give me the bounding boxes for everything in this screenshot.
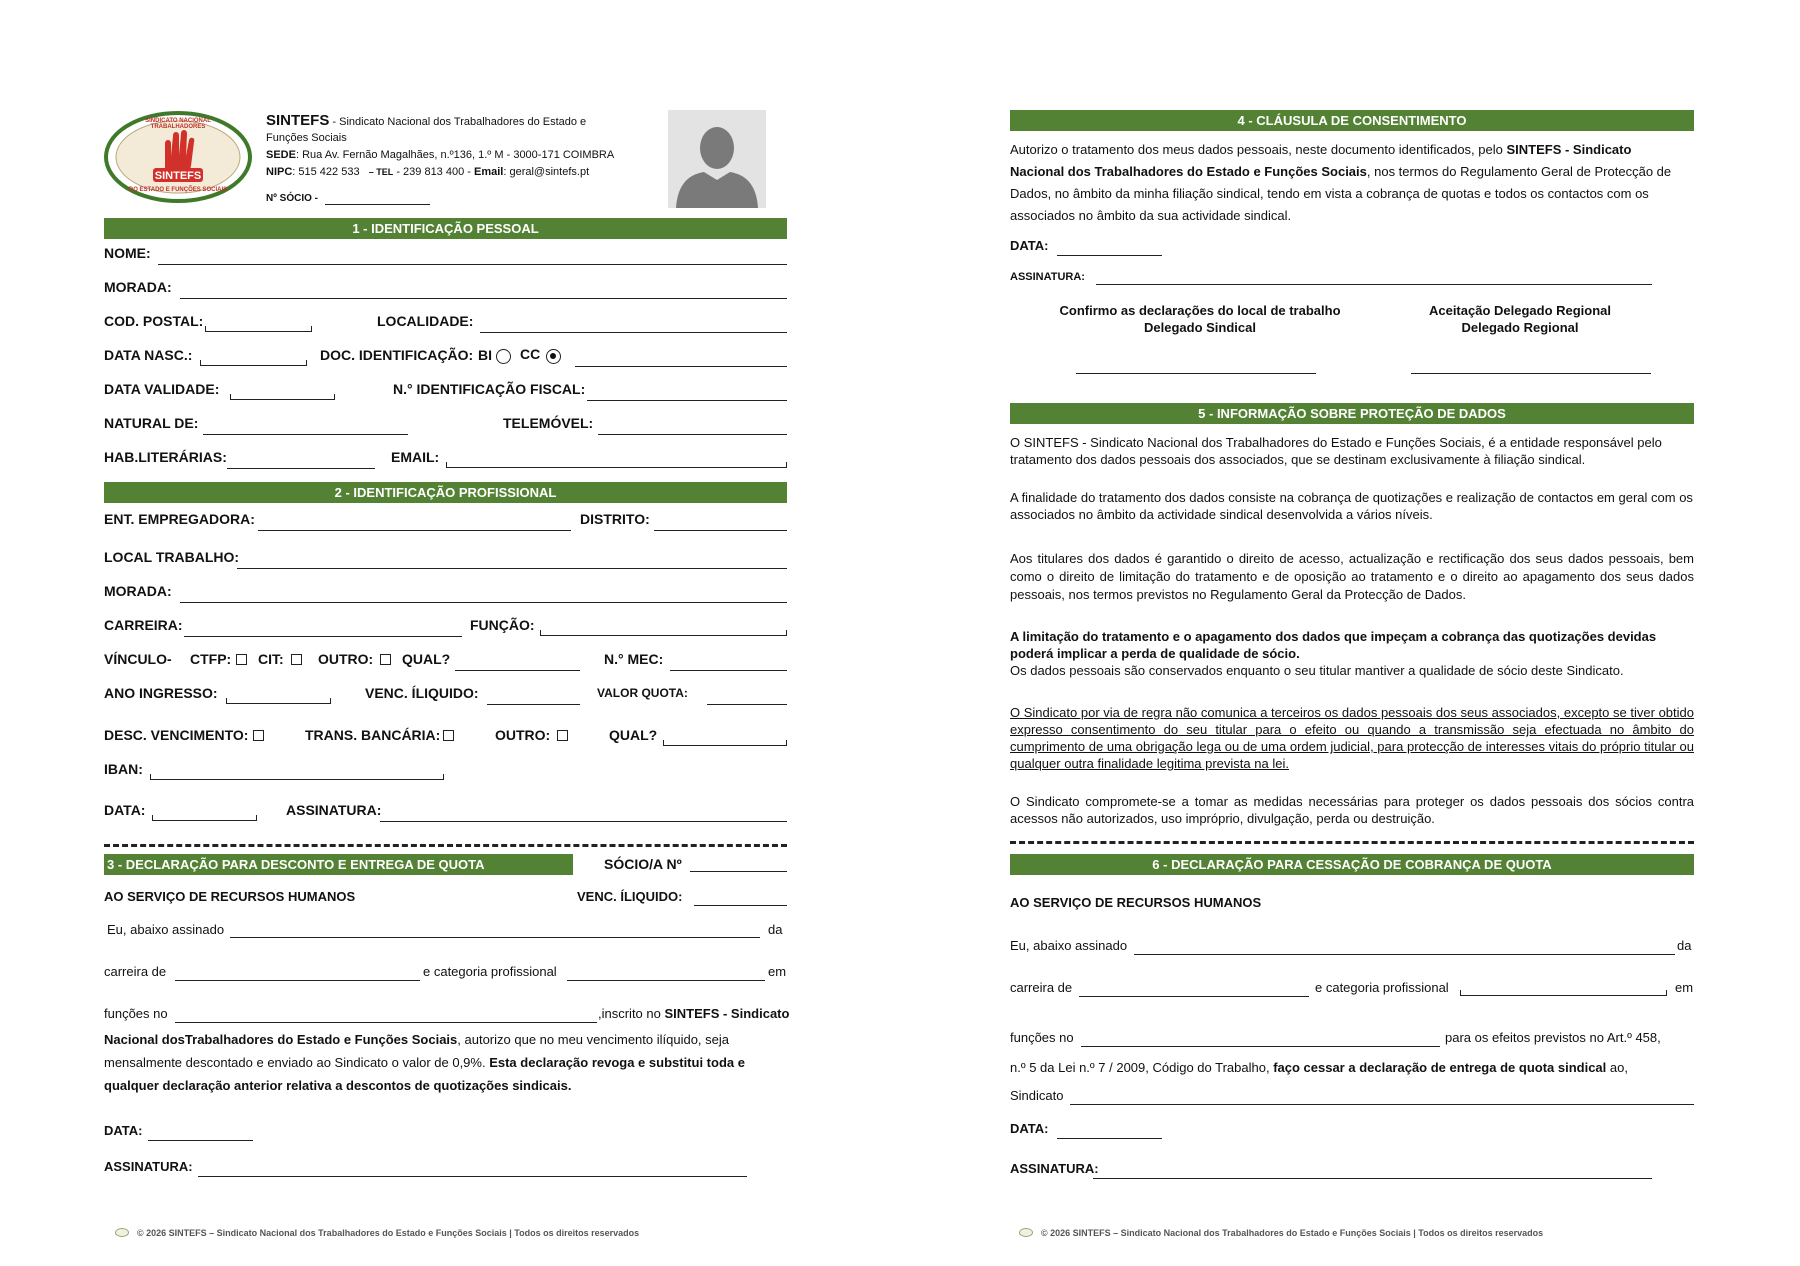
email-field[interactable]	[446, 467, 787, 468]
nome-field[interactable]	[158, 264, 787, 265]
declaracao-line-2	[104, 1055, 745, 1070]
data-4-label: DATA:	[1010, 238, 1049, 253]
trans-bancaria-checkbox[interactable]	[443, 730, 454, 741]
privacy-paragraph-6: O Sindicato compromete-se a tomar as medidas necessárias para proteger os dados pessoais dos sócios contra acessos não autorizados, uso impróprio, divulgação, perda ou destruição.	[1010, 794, 1694, 826]
nipc-label: NIPC	[266, 166, 293, 178]
privacy-paragraph-5	[1010, 704, 1694, 772]
telemovel-field[interactable]	[598, 434, 787, 435]
delegado-regional-signature[interactable]	[1411, 373, 1651, 374]
carreira-field[interactable]	[184, 636, 462, 637]
cessacao-line-2	[1010, 1060, 1628, 1075]
consent-text-2: , nos termos do Regulamento Geral de Protecção de	[1366, 164, 1672, 179]
socio-number-field[interactable]	[325, 204, 430, 205]
org-title-line	[266, 112, 586, 129]
hab-label: HAB.LITERÁRIAS:	[104, 449, 227, 465]
socio-num-field[interactable]	[690, 871, 787, 872]
sindicato-6-text: Sindicato	[1010, 1088, 1064, 1103]
org-title-line-2: Funções Sociais	[266, 132, 347, 144]
distrito-field[interactable]	[654, 530, 787, 531]
da-text: da	[768, 922, 783, 937]
venc-iliquido-field[interactable]	[487, 704, 580, 705]
servico-rh-6-label: AO SERVIÇO DE RECURSOS HUMANOS	[1010, 895, 1262, 910]
data-validade-label: DATA VALIDADE:	[104, 381, 220, 397]
privacy-text-4: Os dados pessoais são conservados enquanto o seu titular mantiver a qualidade de sócio deste Sindicato.	[1010, 663, 1624, 678]
nipc-value: : 515 422 533	[292, 166, 360, 178]
section-5-header: 5 - INFORMAÇÃO SOBRE PROTEÇÃO DE DADOS	[1010, 403, 1694, 424]
declaracao-line-3: qualquer declaração anterior relativa a descontos de quotizações sindicais.	[104, 1078, 572, 1093]
qual-vinculo-label: QUAL?	[402, 651, 451, 667]
local-trabalho-label: LOCAL TRABALHO:	[104, 549, 240, 565]
hab-field[interactable]	[227, 468, 375, 469]
section-6-header: 6 - DECLARAÇÃO PARA CESSAÇÃO DE COBRANÇA DE QUOTA	[1010, 854, 1694, 875]
cod-postal-field[interactable]	[205, 331, 312, 332]
section-2-header: 2 - IDENTIFICAÇÃO PROFISSIONAL	[104, 482, 787, 503]
cessacao-end-2: ao,	[1606, 1060, 1628, 1075]
socio-number-label: Nº SÓCIO -	[266, 193, 318, 204]
trans-bancaria-label: TRANS. BANCÁRIA:	[305, 727, 441, 743]
person-silhouette-icon	[668, 110, 766, 208]
iban-label: IBAN:	[104, 761, 143, 777]
categoria-text: e categoria profissional	[423, 964, 557, 979]
doc-number-field[interactable]	[575, 366, 787, 367]
consent-line-2	[1010, 164, 1671, 179]
section-4-header: 4 - CLÁUSULA DE CONSENTIMENTO	[1010, 110, 1694, 131]
data-label: DATA:	[104, 802, 146, 818]
delegado-regional-heading: Delegado Regional	[1461, 320, 1579, 335]
assinatura-3-field[interactable]	[198, 1176, 747, 1177]
outro-pagamento-label: OUTRO:	[495, 727, 551, 743]
categoria-6-text: e categoria profissional	[1315, 980, 1449, 995]
desc-vencimento-label: DESC. VENCIMENTO:	[104, 727, 249, 743]
categoria-field[interactable]	[567, 980, 765, 981]
natural-field[interactable]	[203, 434, 408, 435]
venc-iliquido-label: VENC. ÍLIQUIDO:	[365, 685, 479, 701]
consent-bold-1: SINTEFS - Sindicato	[1506, 142, 1632, 157]
venc-iliquido-3-label: VENC. ÍLIQUIDO:	[577, 889, 683, 904]
vinculo-label: VÍNCULO-	[104, 651, 172, 667]
footer-text: © 2026 SINTEFS – Sindicato Nacional dos Trabalhadores do Estado e Funções Sociais | Todos os direitos reservados	[137, 1228, 640, 1238]
morada-field[interactable]	[180, 298, 787, 299]
cc-radio[interactable]	[546, 349, 561, 364]
funcao-field[interactable]	[540, 635, 787, 636]
sede-label: SEDE	[266, 149, 296, 161]
assinatura-3-label: ASSINATURA:	[104, 1159, 193, 1174]
da-6-text: da	[1677, 938, 1692, 953]
valor-quota-label: VALOR QUOTA:	[597, 686, 688, 700]
em-6-text: em	[1675, 980, 1694, 995]
carreira-de-6-text: carreira de	[1010, 980, 1073, 995]
aceitacao-heading: Aceitação Delegado Regional	[1428, 303, 1612, 318]
assinatura-6-label: ASSINATURA:	[1010, 1161, 1099, 1176]
n-mec-field[interactable]	[670, 670, 787, 671]
consent-bold-2: Nacional dos Trabalhadores do Estado e Funções Sociais	[1010, 164, 1367, 179]
ctfp-checkbox[interactable]	[236, 654, 247, 665]
socio-num-label: SÓCIO/A Nº	[604, 856, 682, 872]
iban-field[interactable]	[150, 779, 444, 780]
footer-seal-icon	[115, 1228, 129, 1237]
ano-ingresso-label: ANO INGRESSO:	[104, 685, 218, 701]
n-mec-label: N.° MEC:	[604, 651, 664, 667]
privacy-bold-4: A limitação do tratamento e o apagamento dos dados que impeçam a cobrança das quotizações devidas poderá implicar a perda de qualidade de sócio.	[1010, 629, 1657, 661]
photo-placeholder[interactable]	[668, 110, 766, 208]
assinatura-4-label: ASSINATURA:	[1010, 271, 1085, 283]
confirmo-heading: Confirmo as declarações do local de trabalho	[1059, 303, 1341, 318]
declaracao-line-1	[104, 1032, 729, 1047]
privacy-paragraph-2: A finalidade do tratamento dos dados consiste na cobrança de quotizações e realização de contactos em geral com os associados no âmbito da actividade sindical desenvolvida a vários níveis.	[1010, 490, 1693, 522]
ent-empregadora-field[interactable]	[258, 530, 571, 531]
sindicato-6-field[interactable]	[1070, 1104, 1694, 1105]
valor-quota-field[interactable]	[707, 704, 787, 705]
venc-iliquido-3-field[interactable]	[694, 905, 787, 906]
carreira-de-text: carreira de	[104, 964, 167, 979]
telemovel-label: TELEMÓVEL:	[503, 415, 594, 431]
morada-label: MORADA:	[104, 279, 172, 295]
consent-line-1	[1010, 142, 1631, 157]
declaracao-rest-1: , autorizo que no meu vencimento ilíquido, seja	[457, 1032, 729, 1047]
inscrito-text	[598, 1006, 789, 1021]
org-full-name: - Sindicato Nacional dos Trabalhadores do Estado e	[329, 116, 587, 128]
data-3-label: DATA:	[104, 1123, 143, 1138]
privacy-paragraph-3: Aos titulares dos dados é garantido o direito de acesso, actualização e rectificação dos seus dados pessoais, bem como o direito de limitação do tratamento e de oposição ao tratamento e o direito ao apagamento dos seus dados pessoais, nos termos previstos no Regulamento Geral da Protecção de Dados.	[1010, 551, 1694, 602]
data-3-field[interactable]	[148, 1140, 253, 1141]
data-validade-field[interactable]	[230, 399, 335, 400]
logo-arc-top: SINDICATO NACIONAL TRABALHADORES	[145, 118, 211, 130]
assinatura-label: ASSINATURA:	[286, 802, 382, 818]
cit-label: CIT:	[258, 651, 284, 667]
data-4-field[interactable]	[1057, 255, 1162, 256]
carreira-de-6-field[interactable]	[1079, 996, 1309, 997]
sintefs-bold: SINTEFS - Sindicato	[664, 1006, 790, 1021]
data-6-field[interactable]	[1057, 1138, 1162, 1139]
funcoes-no-6-field[interactable]	[1081, 1046, 1440, 1047]
ctfp-label: CTFP:	[190, 651, 232, 667]
cit-checkbox[interactable]	[291, 654, 302, 665]
footer-seal-icon-2	[1019, 1228, 1033, 1237]
nome-label: NOME:	[104, 245, 151, 261]
data-6-label: DATA:	[1010, 1121, 1049, 1136]
privacy-paragraph-1: O SINTEFS - Sindicato Nacional dos Trabalhadores do Estado e Funções Sociais, é a entidade responsável pelo tratamento dos dados pessoais dos associados, que se destinam exclusivamente à filiação sindical.	[1010, 435, 1662, 467]
declaracao-bold-2: Esta declaração revoga e substitui toda e	[489, 1055, 745, 1070]
eu-nome-field[interactable]	[230, 937, 760, 938]
assinatura-6-field[interactable]	[1093, 1178, 1652, 1179]
outro-pagamento-checkbox[interactable]	[557, 730, 568, 741]
categoria-6-field[interactable]	[1460, 995, 1667, 996]
cod-postal-label: COD. POSTAL:	[104, 313, 204, 329]
declaracao-bold-1: Nacional dosTrabalhadores do Estado e Funções Sociais	[104, 1032, 458, 1047]
email-label: EMAIL:	[391, 449, 440, 465]
cut-line-2	[1010, 841, 1694, 844]
bi-label: BI	[478, 347, 492, 363]
localidade-label: LOCALIDADE:	[377, 313, 474, 329]
funcoes-no-field[interactable]	[175, 1022, 597, 1023]
email-label: Email	[474, 166, 504, 178]
outro-vinculo-label: OUTRO:	[318, 651, 374, 667]
eu-abaixo-6-text: Eu, abaixo assinado	[1010, 938, 1128, 953]
qual-vinculo-field[interactable]	[455, 670, 580, 671]
assinatura-4-field[interactable]	[1096, 284, 1652, 285]
delegado-sindical-heading: Delegado Sindical	[1144, 320, 1256, 335]
sede-line	[266, 149, 614, 161]
ent-empregadora-label: ENT. EMPREGADORA:	[104, 511, 255, 527]
eu-abaixo-text: Eu, abaixo assinado	[107, 922, 225, 937]
contact-line	[266, 166, 589, 178]
declaracao-rest-2: mensalmente descontado e enviado ao Sindicato o valor de 0,9%.	[104, 1055, 490, 1070]
outro-vinculo-checkbox[interactable]	[380, 654, 391, 665]
data-nasc-label: DATA NASC.:	[104, 347, 193, 363]
distrito-label: DISTRITO:	[580, 511, 650, 527]
morada-trabalho-field[interactable]	[180, 602, 787, 603]
efeitos-6-text: para os efeitos previstos no Art.º 458,	[1445, 1030, 1661, 1045]
nif-label: N.° IDENTIFICAÇÃO FISCAL:	[393, 381, 586, 397]
assinatura-field[interactable]	[380, 821, 787, 822]
delegado-sindical-signature[interactable]	[1076, 373, 1316, 374]
ano-ingresso-field[interactable]	[226, 703, 331, 704]
morada-trabalho-label: MORADA:	[104, 583, 172, 599]
local-trabalho-field[interactable]	[237, 568, 787, 569]
bi-radio[interactable]	[496, 349, 511, 364]
tel-value: - 239 813 400 -	[393, 166, 471, 178]
servico-rh-label: AO SERVIÇO DE RECURSOS HUMANOS	[104, 889, 356, 904]
privacy-underlined-5: O Sindicato por via de regra não comunica a terceiros os dados pessoais dos seus associados, excepto se tiver obtido expresso consentimento do seu titular para o efeito ou quando a transmissão seja efectuada no âmbito do cumprimento de uma obrigação lega ou de uma ordem judicial, para protecção de interesses vitais do próprio titular ou qualquer outra finalidade legitima prevista na lei.	[1010, 705, 1694, 771]
cut-line	[104, 844, 787, 847]
funcoes-no-text: funções no	[104, 1006, 168, 1021]
data-nasc-field[interactable]	[200, 365, 307, 366]
data-field[interactable]	[152, 820, 257, 821]
eu-nome-6-field[interactable]	[1134, 954, 1675, 955]
carreira-de-field[interactable]	[175, 980, 420, 981]
doc-ident-label: DOC. IDENTIFICAÇÃO:	[320, 347, 474, 363]
section-1-header: 1 - IDENTIFICAÇÃO PESSOAL	[104, 218, 787, 239]
logo-text: SINTEFS	[154, 170, 202, 182]
tel-label: – TEL	[368, 167, 394, 177]
natural-label: NATURAL DE:	[104, 415, 199, 431]
carreira-label: CARREIRA:	[104, 617, 183, 633]
consent-line-4: associados no âmbito da sua actividade sindical.	[1010, 208, 1292, 223]
cessacao-text-2: n.º 5 da Lei n.º 7 / 2009, Código do Trabalho,	[1010, 1060, 1274, 1075]
form-page-2	[900, 0, 1800, 1266]
nif-field[interactable]	[587, 400, 787, 401]
cessacao-bold-2: faço cessar a declaração de entrega de quota sindical	[1273, 1060, 1607, 1075]
desc-vencimento-checkbox[interactable]	[253, 730, 264, 741]
consent-text-1: Autorizo o tratamento dos meus dados pessoais, neste documento identificados, pelo	[1010, 142, 1507, 157]
inscrito-prefix: ,inscrito no	[598, 1006, 665, 1021]
cc-label: CC	[520, 346, 541, 362]
sede-value: : Rua Av. Fernão Magalhães, n.º136, 1.º M - 3000-171 COIMBRA	[295, 149, 615, 161]
section-3-header: 3 - DECLARAÇÃO PARA DESCONTO E ENTREGA DE QUOTA	[104, 854, 573, 875]
qual-pagamento-label: QUAL?	[609, 727, 658, 743]
qual-pagamento-field[interactable]	[663, 745, 787, 746]
email-value: : geral@sintefs.pt	[503, 166, 590, 178]
localidade-field[interactable]	[480, 332, 787, 333]
privacy-paragraph-4	[1010, 628, 1694, 679]
consent-line-3: Dados, no âmbito da minha filiação sindical, tendo em vista a cobrança de quotas e todos os contactos com os	[1010, 186, 1649, 201]
logo-arc-bottom: DO ESTADO E FUNÇÕES SOCIAIS	[128, 187, 228, 193]
footer-text-2: © 2026 SINTEFS – Sindicato Nacional dos Trabalhadores do Estado e Funções Sociais | Todos os direitos reservados	[1041, 1228, 1544, 1238]
org-name: SINTEFS	[266, 112, 330, 129]
funcoes-no-6-text: funções no	[1010, 1030, 1074, 1045]
funcao-label: FUNÇÃO:	[470, 617, 535, 633]
em-text: em	[768, 964, 787, 979]
